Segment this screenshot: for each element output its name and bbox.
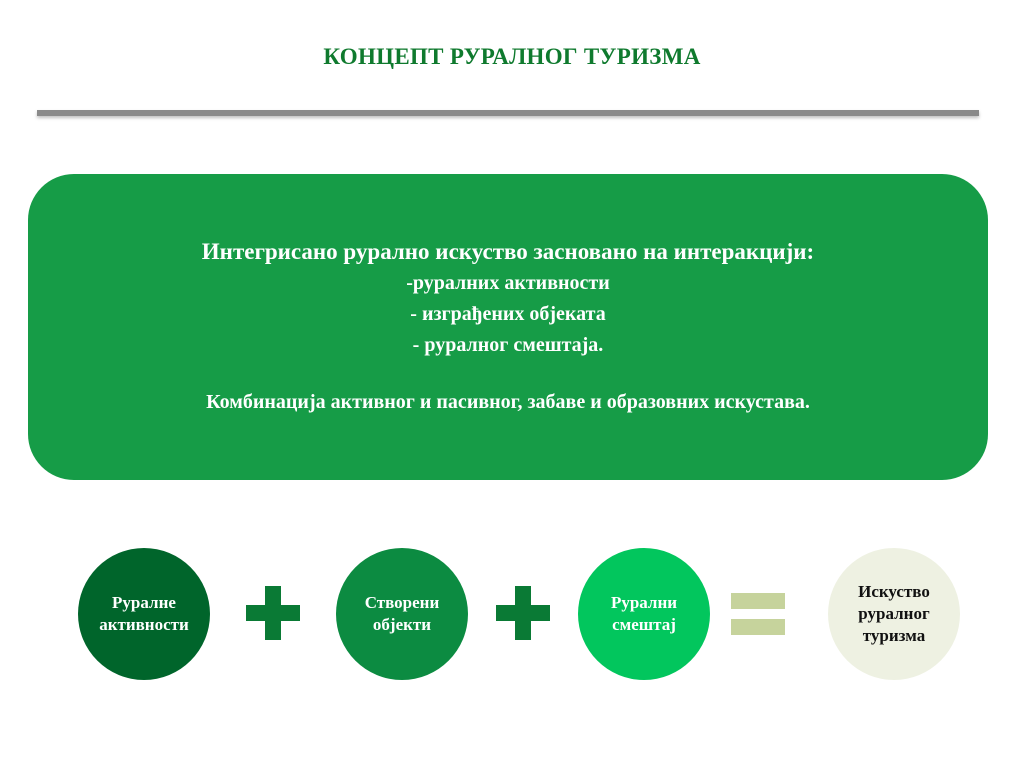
circle-rural-accommodation-label: Рурални смештај xyxy=(610,593,678,634)
circle-rural-accommodation xyxy=(578,548,710,680)
equals-icon xyxy=(731,593,785,635)
plus-icon xyxy=(496,586,550,640)
circle-rural-tourism-experience xyxy=(828,548,960,680)
concept-item-accommodation: - руралног смештаја. xyxy=(412,334,604,356)
concept-item-activities: -руралних активности xyxy=(406,272,610,294)
concept-item-objects: - изграђених објеката xyxy=(410,303,606,325)
circle-created-objects-label: Створени објекти xyxy=(364,593,440,634)
circle-rural-activities-label: Руралне активности xyxy=(99,593,189,634)
concept-combination: Комбинација активног и пасивног, забаве и образовних искустава. xyxy=(206,391,810,413)
page-title: КОНЦЕПТ РУРАЛНОГ ТУРИЗМА xyxy=(323,44,701,69)
circle-created-objects xyxy=(336,548,468,680)
circle-rural-activities xyxy=(78,548,210,680)
circle-rural-tourism-experience-label: Искуство руралног туризма xyxy=(858,582,930,645)
concept-heading: Интегрисано рурално искуство засновано на интеракцији: xyxy=(201,239,815,264)
plus-icon xyxy=(246,586,300,640)
concept-box xyxy=(28,174,988,480)
title-divider xyxy=(37,110,979,116)
